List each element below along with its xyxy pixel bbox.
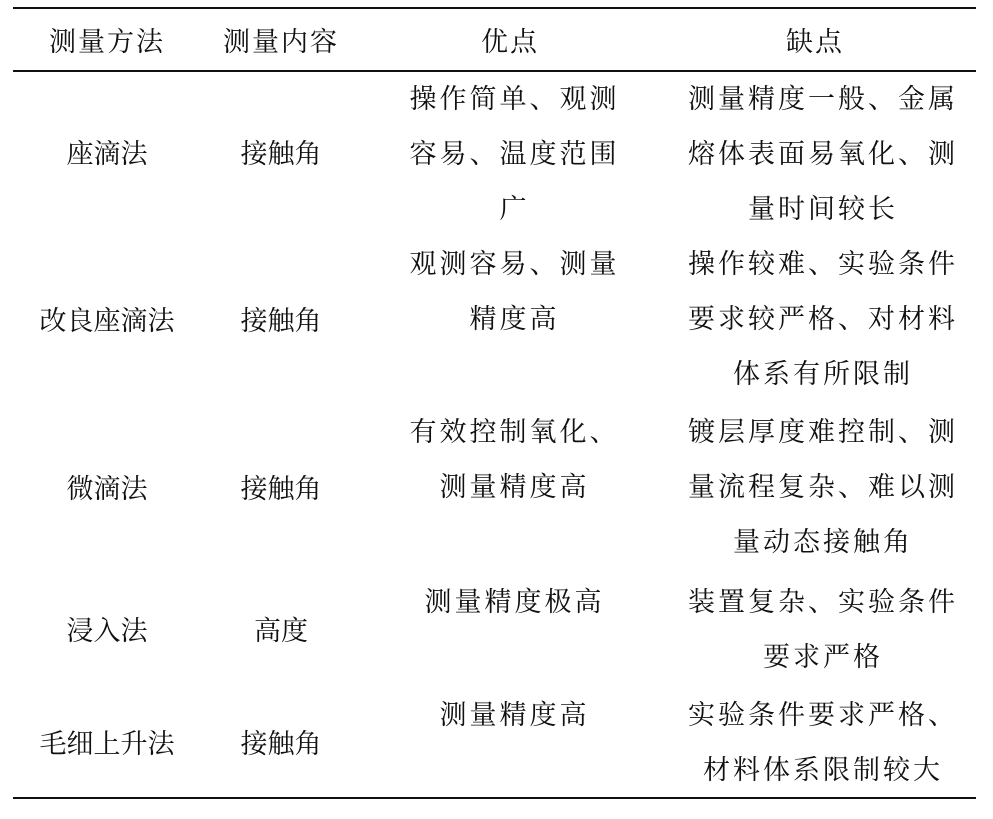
cell-content: 接触角 [240,305,322,337]
header-cons: 缺点 [786,27,844,58]
cell-pros-line: 测量精度高 [439,700,590,731]
cell-pros-line: 精度高 [469,304,560,335]
table-bottom-rule [13,797,976,799]
cell-content: 高度 [254,615,308,647]
cell-content: 接触角 [240,728,322,760]
cell-cons-line: 量动态接触角 [733,527,913,558]
cell-cons-line: 操作较难、实验条件 [688,249,958,280]
header-method: 测量方法 [49,27,165,58]
cell-pros-line: 测量精度高 [439,472,590,503]
table-row [0,575,993,687]
cell-cons [663,72,983,237]
cell-content: 接触角 [240,473,322,505]
table-row [0,688,993,800]
cell-pros [387,237,642,405]
header-content: 测量内容 [223,27,339,58]
cell-pros-line: 有效控制氧化、 [409,417,620,448]
cell-cons-line: 实验条件要求严格、 [688,700,958,731]
cell-cons-line: 要求严格 [763,642,883,673]
cell-method: 毛细上升法 [39,728,175,760]
cell-cons [663,237,983,405]
cell-pros [387,405,642,573]
cell-cons-line: 材料体系限制较大 [703,755,943,786]
cell-pros-line: 广 [499,194,530,225]
cell-cons [663,575,983,687]
cell-cons-line: 要求较严格、对材料 [688,304,958,335]
cell-pros [387,72,642,237]
table-row [0,405,993,573]
cell-method: 微滴法 [66,473,148,505]
cell-cons [663,405,983,573]
cell-pros [387,575,642,687]
table-row [0,72,993,237]
table-row [0,237,993,405]
cell-method: 浸入法 [66,615,148,647]
cell-pros-line: 测量精度极高 [424,587,605,618]
cell-cons-line: 测量精度一般、金属 [688,84,958,115]
cell-pros-line: 容易、温度范围 [409,139,620,170]
cell-cons-line: 量流程复杂、难以测 [688,472,958,503]
cell-cons-line: 装置复杂、实验条件 [688,587,958,618]
cell-cons-line: 镀层厚度难控制、测 [688,417,958,448]
cell-cons-line: 熔体表面易氧化、测 [688,139,958,170]
cell-pros [387,688,642,800]
cell-cons [663,688,983,800]
cell-cons-line: 体系有所限制 [733,359,913,390]
header-pros: 优点 [481,27,539,58]
cell-content: 接触角 [240,139,322,170]
cell-method: 座滴法 [66,139,148,170]
cell-pros-line: 操作简单、观测 [409,84,620,115]
cell-pros-line: 观测容易、测量 [409,249,620,280]
cell-cons-line: 量时间较长 [748,194,898,225]
cell-method: 改良座滴法 [39,305,175,337]
